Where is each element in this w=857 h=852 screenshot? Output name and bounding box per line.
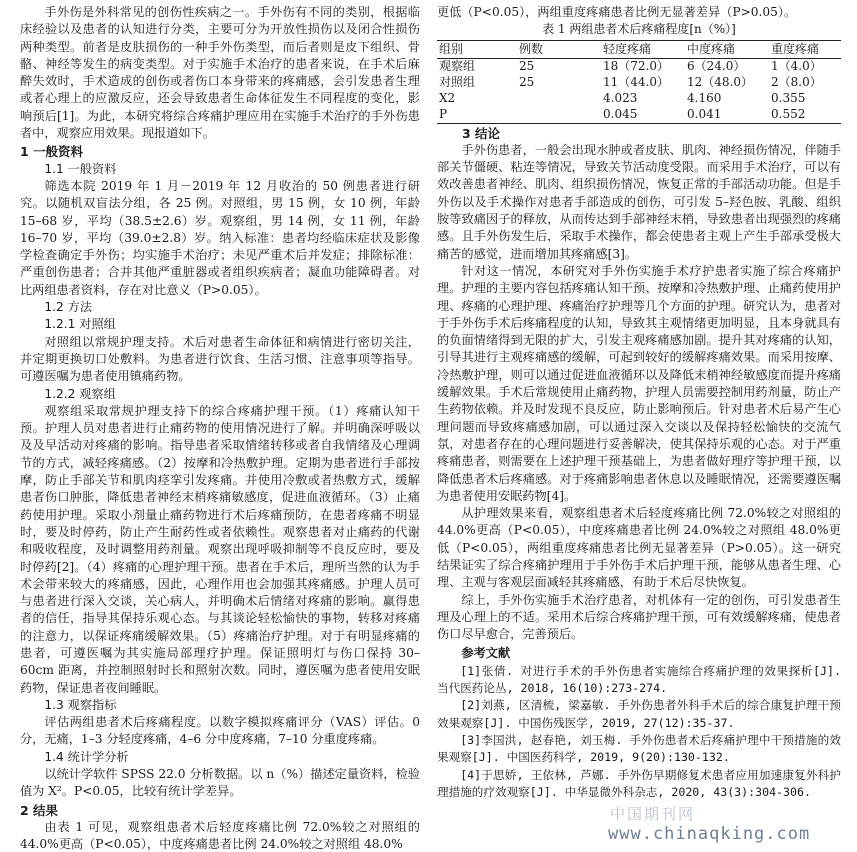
watermark-cn: 中国期刊网 xyxy=(610,805,696,823)
section-3-paragraph-2: 针对这一情况，本研究对手外伤实施手术疗护患者实施了综合疼痛护理。护理的主要内容包括疼痛认知干预、按摩和冷热敷护理、止痛药使用护理、疼痛的心理护理、疼痛治疗护理等几个方面的护理。研究认为，患者对于手外伤手术后疼痛程度的认知，导致其主观情绪更加明显，且本身就具有的负面情绪得到无限的扩大，引发主观疼痛感加剧。提升其对疼痛的认知，引导其进行主观疼痛感的缓解，可起到较好的缓解疼痛效果。而采用按摩、冷热敷护理，则可以通过促进血液循环以及降低末梢神经敏感度而提升疼痛缓解效果。手术后常规使用止痛药物，护理人员需要控制用药剂量，防止产生药物依赖。并及时发现不良反应，防止影响预后。针对患者术后易产生心理问题而导致疼痛感加剧，可以通过深入交谈以及保持轻松愉快的交流气氛，对患者存在的心理问题进行妥善解决，使其保持乐观的心态。对于严重疼痛患者，则需要在上述护理干预基础上，为患者做好理疗等护理干预，以降低患者术后疼痛感。对于疼痛影响患者休息以及睡眠情况，还需要遵医嘱为患者使用安眠药物[4]。 xyxy=(437,263,841,503)
table-header-cell: 重度疼痛 xyxy=(769,40,841,59)
table-header-cell: 组别 xyxy=(437,40,517,59)
results-continuation: 更低（P<0.05），两组重度疼痛患者比例无显著差异（P>0.05）。 xyxy=(437,5,797,19)
section-1-1-text: 筛选本院 2019 年 1 月－2019 年 12 月收治的 50 例患者进行研究。以随机双盲法分组，各 25 例。对照组，男 15 例，女 10 例，年龄 15–68 岁，平均（38.5±2.6）岁。观察组，男 14 例，女 11 例，年龄 16–70 岁，平均（39.0±2.8）岁。纳入标准：患者均经临床症状及影像学检查确定手外伤；均实施手术治疗；未见严重术后并发症；排除标准：严重创伤患者；合并其他严重脏器或者组织疾病者；凝血功能障碍者。对比两组患者资料，存在对比意义（P>0.05）。 xyxy=(20,178,420,297)
section-1-2-heading: 1.2 方法 xyxy=(44,300,93,315)
reference-item: [3]李国洪, 赵春艳, 刘玉梅. 手外伤患者术后疼痛护理中干预措施的效果观察[J]. 中国医药科学, 2019, 9(20):130-132. xyxy=(437,732,841,765)
left-column xyxy=(20,4,420,852)
section-3-paragraph-3: 从护理效果来看，观察组患者术后轻度疼痛比例 72.0%较之对照组的 44.0%更高（P<0.05），中度疼痛患者比例 24.0%较之对照组 48.0%更低（P<0.05），两组重度疼痛患者比例无显著差异（P>0.05）。这一研究结果证实了综合疼痛护理用于手外伤手术后护理干预，能够从患者生理、心理、主观与客观层面减轻其疼痛感，有助于术后尽快恢复。 xyxy=(437,506,841,590)
table-cell: 2（8.0） xyxy=(771,75,822,90)
results-table xyxy=(437,40,841,124)
table-cell: 4.023 xyxy=(603,90,638,105)
table-row xyxy=(437,75,841,91)
table-cell: 0.552 xyxy=(769,107,841,123)
table-cell: 11（44.0） xyxy=(603,75,669,90)
section-1-2-1-heading: 1.2.1 对照组 xyxy=(44,317,116,332)
table-cell: 1（4.0） xyxy=(771,59,822,74)
section-3-paragraph-1: 手外伤患者，一般会出现水肿或者皮肤、肌肉、神经损伤情况，伴随手部关节僵硬、粘连等情况，导致关节活动度受限。而采用手术治疗，可以有效改善患者神经、肌肉、组织损伤情况，恢复正常的手部活动功能。但是手外伤以及手术操作对患者手部造成的创伤，可引发 5–羟色胺、乳酸、组织胺等致痛因子的释放，从而传达到手部神经末梢，导致患者出现强烈的疼痛感。且手外伤发生后，采取手术操作，都会使患者主观上产生手部承受极大痛苦的感觉，进而增加其疼痛感[3]。 xyxy=(437,142,841,261)
table-header-row xyxy=(437,40,841,59)
table-cell: 0.041 xyxy=(685,107,769,123)
section-1-2-2-text: 观察组采取常规护理支持下的综合疼痛护理干预。（1）疼痛认知干预。护理人员对患者进行止痛药物的使用情况进行了解。并明确深呼吸以及及早活动对疼痛的影响。指导患者采取情绪转移或者自我情绪及心理调节的方式，减轻疼痛感。（2）按摩和冷热敷护理。定期为患者进行手部按摩，防止手部关节和肌肉痉挛引发疼痛。并使用冷敷或者热敷方式，缓解患者伤口肿胀，降低患者神经末梢疼痛敏感度，促进血液循环。（3）止痛药使用护理。采取小剂量止痛药物进行术后疼痛预防，在患者疼痛不明显时，要及时停药，防止产生耐药性或者依赖性。观察患者对止痛药的代谢和吸收程度，及时调整用药剂量。观察出现呼吸抑制等不良反应时，要及时停药[2]。（4）疼痛的心理护理干预。患者在手术后，理所当然的认为手术会带来较大的疼痛感，因此，心理作用也会加强其疼痛感。护理人员可与患者进行深入交谈，关心病人，并明确术后情绪对疼痛的影响。赢得患者的信任，指导其保持乐观心态。与其谈论轻松愉快的事物，转移对疼痛的注意力，以保证疼痛缓解效果。（5）疼痛治疗护理。对于有明显疼痛的患者，可遵医嘱为其实施局部理疗护理。保证照明灯与伤口保持 30–60cm 距离，并控制照射时长和照射次数。同时，遵医嘱为患者使用安眠药物，保证患者夜间睡眠。 xyxy=(20,403,420,695)
section-1-heading: 1 一般资料 xyxy=(20,144,84,160)
section-3-paragraph-4: 综上，手外伤实施手术治疗患者，对机体有一定的创伤，可引发患者生理及心理上的不适。采用术后综合疼痛护理干预，可有效缓解疼痛，使患者伤口尽早愈合，完善预后。 xyxy=(437,592,841,642)
section-1-3-heading: 1.3 观察指标 xyxy=(44,697,117,712)
table-cell: 对照组 xyxy=(439,75,476,90)
table-header-cell: 轻度疼痛 xyxy=(601,40,685,59)
table-cell: X2 xyxy=(439,90,456,105)
table-cell: 0.045 xyxy=(601,107,685,123)
section-2-heading: 2 结果 xyxy=(20,802,59,818)
table-cell: 0.355 xyxy=(771,90,806,105)
section-2-text: 由表 1 可见，观察组患者术后轻度疼痛比例 72.0%较之对照组的 44.0%更高（P<0.05），中度疼痛患者比例 24.0%较之对照组 48.0% xyxy=(20,819,420,852)
table-cell: 观察组 xyxy=(439,59,476,74)
table-header-cell: 例数 xyxy=(517,40,601,59)
table-cell: 25 xyxy=(519,75,535,90)
table-caption: 表 1 两组患者术后疼痛程度[n（%）] xyxy=(542,22,736,37)
table-cell: 6（24.0） xyxy=(687,59,746,74)
section-3-heading: 3 结论 xyxy=(462,125,501,141)
watermark-url: www.chinaqking.com xyxy=(608,824,811,844)
section-1-2-1-text: 对照组以常规护理支持。术后对患者生命体征和病情进行密切关注，并定期更换切口处敷料。为患者进行饮食、生活习惯、注意事项等指导。可遵医嘱为患者使用镇痛药物。 xyxy=(20,334,420,384)
section-1-3-text: 评估两组患者术后疼痛程度。以数字模拟疼痛评分（VAS）评估。0 分，无痛，1–3 分轻度疼痛，4–6 分中度疼痛，7–10 分重度疼痛。 xyxy=(20,715,420,747)
table-header-cell: 中度疼痛 xyxy=(685,40,769,59)
section-1-4-heading: 1.4 统计学分析 xyxy=(44,749,129,764)
table-row xyxy=(437,59,841,75)
table-cell xyxy=(517,107,601,123)
table-cell: 25 xyxy=(519,59,535,74)
section-1-2-2-heading: 1.2.2 观察组 xyxy=(44,386,116,401)
table-row xyxy=(437,91,841,107)
right-column xyxy=(437,4,841,801)
table-cell: P xyxy=(437,107,517,123)
table-cell xyxy=(517,91,601,107)
intro-paragraph: 手外伤是外科常见的创伤性疾病之一。手外伤有不同的类别，根据临床经验以及患者的认知进行分类，主要可分为开放性损伤以及闭合性损伤两种类型。前者是皮肤损伤的一种手外伤类型，而后者则是皮下组织、骨骼、神经等发生的病变类型。对于实施手术治疗的患者来说，在手术后麻醉失效时，手术造成的创伤或者伤口本身带来的疼痛感，会引发患者生理或者心理上的应激反应，还会导致患者生命体征发生不同程度的变化，影响预后[1]。为此，本研究将综合疼痛护理应用在实施手术治疗的手外伤患者中，观察应用效果。现报道如下。 xyxy=(20,5,420,141)
table-cell: 12（48.0） xyxy=(687,75,753,90)
table-cell: 4.160 xyxy=(687,90,722,105)
section-1-1-heading: 1.1 一般资料 xyxy=(44,161,117,176)
reference-item: [2]刘燕, 区清梳, 梁嘉敏. 手外伤患者外科手术后的综合康复护理干预效果观察[J]. 中国伤残医学, 2019, 27(12):35-37. xyxy=(437,698,841,730)
table-cell: 18（72.0） xyxy=(603,59,669,74)
section-1-4-text: 以统计学软件 SPSS 22.0 分析数据。以 n（%）描述定量资料，检验值为 X²。P<0.05，比较有统计学差异。 xyxy=(20,767,420,799)
references-heading: 参考文献 xyxy=(461,646,511,661)
table-row xyxy=(437,107,841,123)
reference-item: [4]于思娇, 王依林, 芦娜. 手外伤早期修复术患者应用加速康复外科护理措施的疗效观察[J]. 中华显微外科杂志, 2020, 43(3):304-306. xyxy=(437,767,841,799)
reference-item: [1]张倩. 对进行手术的手外伤患者实施综合疼痛护理的效果探析[J]. 当代医药论丛, 2018, 16(10):273-274. xyxy=(437,663,841,696)
